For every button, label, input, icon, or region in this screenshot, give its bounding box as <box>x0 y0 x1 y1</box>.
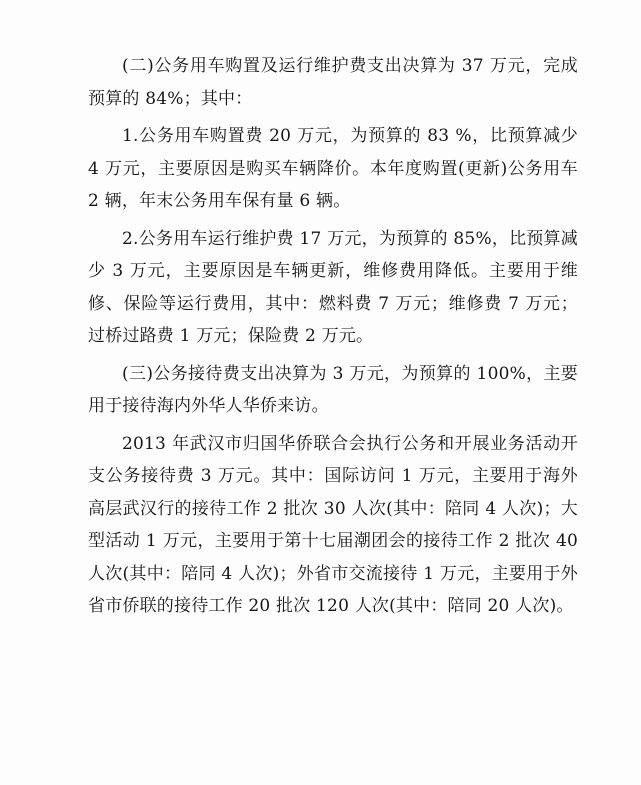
paragraph-vehicle-expenses: (二)公务用车购置及运行维护费支出决算为 37 万元，完成预算的 84%；其中： <box>88 56 578 109</box>
paragraph-2013-reception-details: 2013 年武汉市归国华侨联合会执行公务和开展业务活动开支公务接待费 3 万元。其中：国际访问 1 万元，主要用于海外高层武汉行的接待工作 2 批次 30 人次(其中：陪同 4 人次)；大型活动 1 万元，主要用于第十七届潮团会的接待工作 2 批次 40 人次(其中：陪同 4 人次)；外省市交流接待 1 万元，主要用于外省市侨联的接待工作 20 批次 120 人次(其中：陪同 20 人次)。 <box>88 433 578 616</box>
paragraph-reception-expenses: (三)公务接待费支出决算为 3 万元，为预算的 100%，主要用于接待海内外华人华侨来访。 <box>88 363 578 416</box>
paragraph-vehicle-purchase: 1.公务用车购置费 20 万元，为预算的 83 %，比预算减少 4 万元，主要原因是购买车辆降价。本年度购置(更新)公务用车 2 辆，年末公务用车保有量 6 辆。 <box>88 126 578 211</box>
paragraph-vehicle-maintenance: 2.公务用车运行维护费 17 万元，为预算的 85%，比预算减少 3 万元，主要原因是车辆更新，维修费用降低。主要用于维修、保险等运行费用，其中：燃料费 7 万元；维修费 7 万元；过桥过路费 1 万元；保险费 2 万元。 <box>88 228 578 346</box>
document-body <box>88 50 578 623</box>
